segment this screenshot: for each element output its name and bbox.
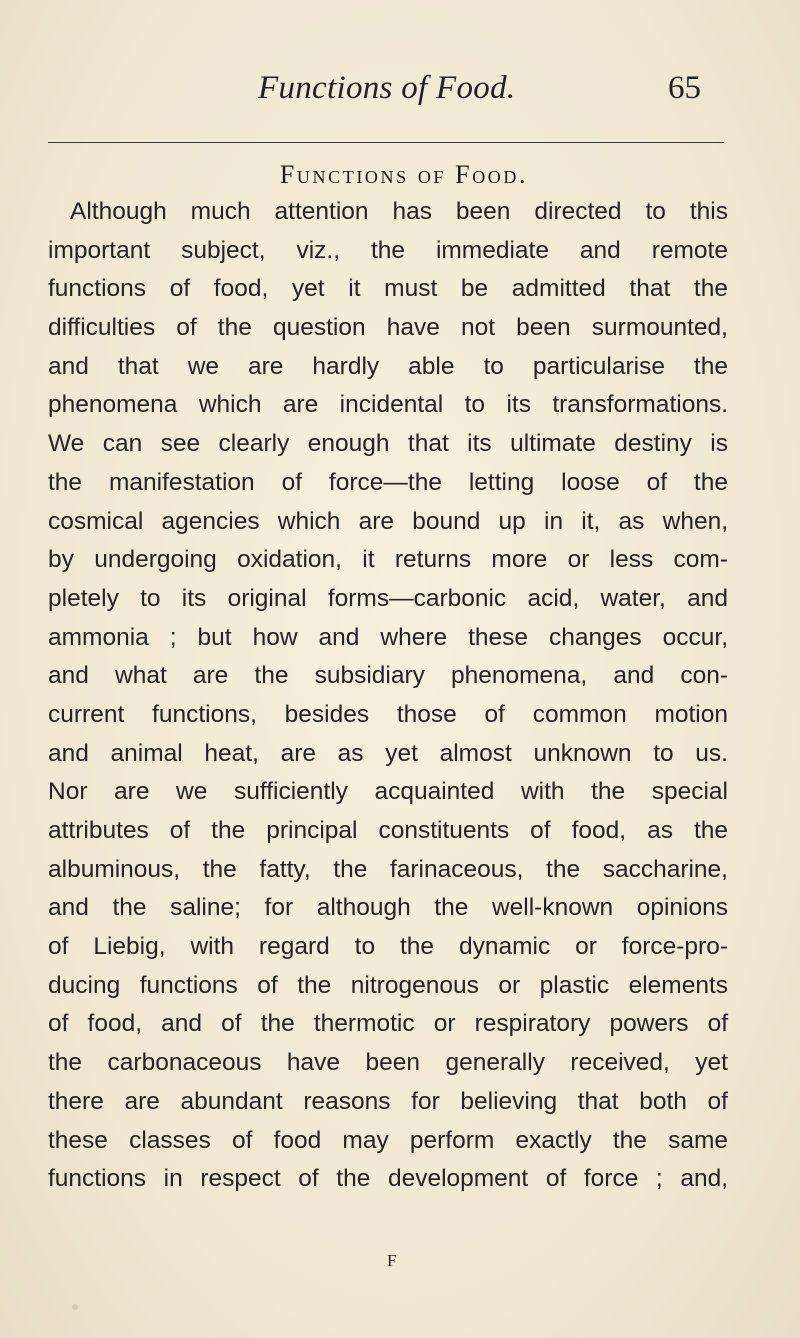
section-heading: Functions of Food. — [279, 160, 529, 189]
body-paragraph — [48, 193, 728, 1199]
text-line: and that we are hardly able to particularise the — [48, 352, 728, 380]
text-line: the manifestation of force—the letting loose of the — [48, 468, 728, 496]
text-line: attributes of the principal constituents of food, as the — [48, 817, 728, 844]
text-line: pletely to its original forms—carbonic acid, water, and — [48, 584, 728, 612]
text-line: ducing functions of the nitrogenous or plastic elements — [48, 971, 728, 999]
text-line: albuminous, the fatty, the farinaceous, the saccharine, — [48, 855, 728, 883]
text-line: Nor are we sufficiently acquainted with the special — [48, 778, 728, 806]
text-line: there are abundant reasons for believing that both of — [48, 1087, 728, 1115]
text-line: and what are the subsidiary phenomena, and con- — [48, 662, 728, 690]
text-line: functions in respect of the development of force ; and, — [48, 1165, 728, 1193]
text-line: these classes of food may perform exactly the same — [48, 1126, 728, 1154]
paper-spot — [72, 1304, 78, 1310]
text-line: Although much attention has been directed to this — [70, 198, 728, 225]
text-line: and the saline; for although the well-known opinions — [48, 894, 728, 922]
text-line: We can see clearly enough that its ultimate destiny is — [48, 430, 728, 458]
text-line: of Liebig, with regard to the dynamic or force-pro- — [48, 933, 728, 961]
signature-mark: F — [387, 1251, 397, 1270]
text-line: by undergoing oxidation, it returns more or less com- — [48, 546, 728, 574]
text-line: difficulties of the question have not been surmounted, — [48, 314, 728, 342]
text-line: cosmical agencies which are bound up in it, as when, — [48, 507, 728, 535]
text-line: ammonia ; but how and where these changes occur, — [48, 623, 728, 651]
header-rule — [48, 142, 724, 143]
page-header — [0, 64, 800, 124]
text-line: functions of food, yet it must be admitted that the — [48, 275, 728, 303]
text-line: current functions, besides those of common motion — [48, 700, 728, 728]
page-number: 65 — [668, 70, 701, 106]
text-line: and animal heat, are as yet almost unknown to us. — [48, 739, 728, 767]
running-title: Functions of Food. — [258, 70, 516, 106]
text-line: the carbonaceous have been generally received, yet — [48, 1049, 728, 1077]
text-line: important subject, viz., the immediate and remote — [48, 236, 728, 264]
text-line: of food, and of the thermotic or respiratory powers of — [48, 1010, 728, 1038]
text-line: phenomena which are incidental to its transformations. — [48, 391, 728, 419]
